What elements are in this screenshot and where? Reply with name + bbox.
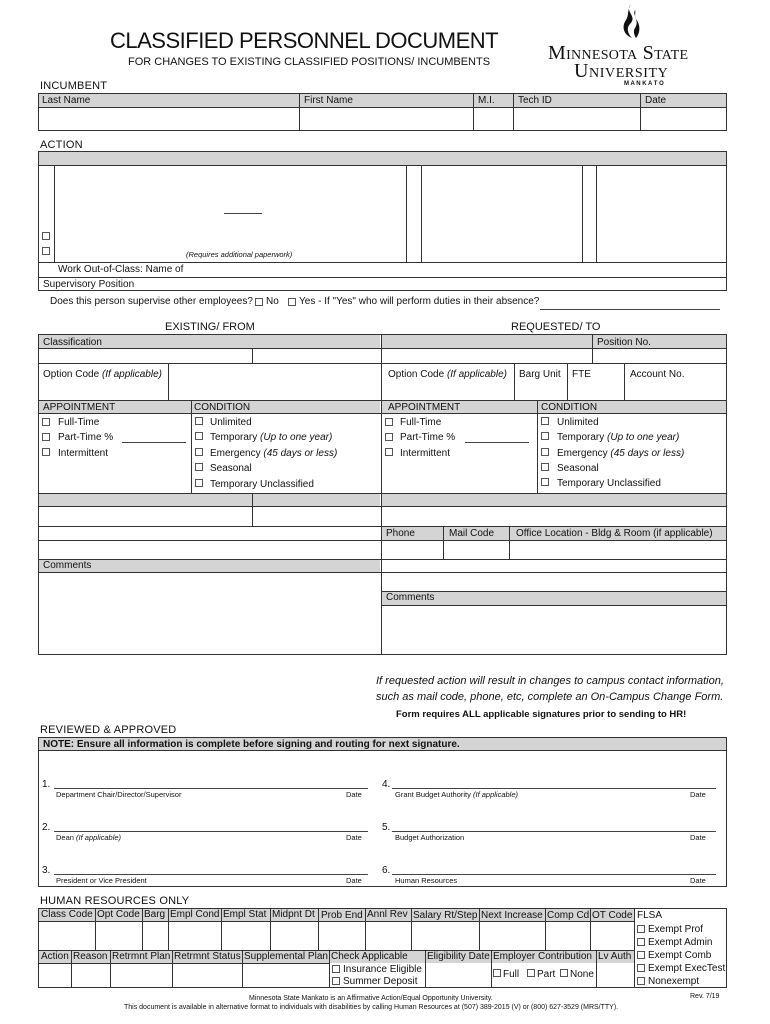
mi-label: M.I. (478, 95, 495, 106)
flsa-exempt-admin-label: Exempt Admin (648, 937, 713, 948)
requested-part-time-checkbox[interactable] (385, 433, 393, 441)
contribution-part-checkbox[interactable] (527, 969, 535, 977)
requested-emergency-checkbox[interactable] (541, 448, 549, 456)
incumbent-heading: INCUMBENT (40, 80, 108, 92)
hr-col-annl-rev: Annl Rev (367, 909, 408, 920)
existing-comments-field[interactable] (40, 573, 379, 653)
sig3-label: President or Vice President (56, 876, 147, 885)
hr-col-midpnt-dt: Midpnt Dt (272, 909, 315, 920)
requested-unlimited-label: Unlimited (557, 417, 599, 428)
supervise-no-label: No (266, 296, 279, 307)
insurance-eligible-label: Insurance Eligible (343, 964, 422, 975)
account-no-label: Account No. (630, 369, 685, 380)
sig1-number: 1. (42, 779, 51, 790)
fte-label: FTE (572, 369, 591, 380)
sig5-number: 5. (382, 822, 391, 833)
action-heading: ACTION (40, 139, 83, 151)
sig5-date-label: Date (690, 833, 706, 842)
first-name-label: First Name (304, 95, 353, 106)
hr-col-eligibility-date: Eligibility Date (427, 951, 490, 962)
existing-emergency-checkbox[interactable] (195, 448, 203, 456)
requested-intermittent-checkbox[interactable] (385, 448, 393, 456)
existing-temp-unclassified-checkbox[interactable] (195, 479, 203, 487)
requested-part-time-label: Part-Time % (400, 432, 456, 443)
sig1-field[interactable] (54, 772, 368, 788)
sig4-date-label: Date (690, 790, 706, 799)
existing-comments-label: Comments (43, 560, 92, 571)
reviewed-heading: REVIEWED & APPROVED (40, 724, 177, 736)
supervise-no-checkbox[interactable] (255, 298, 263, 306)
requested-full-time-checkbox[interactable] (385, 418, 393, 426)
sig1-label: Department Chair/Director/Supervisor (56, 790, 182, 799)
existing-full-time-label: Full-Time (58, 417, 100, 428)
hr-col-retrmnt-plan: Retrmnt Plan (112, 951, 171, 962)
sig6-date-label: Date (690, 876, 706, 885)
existing-seasonal-checkbox[interactable] (195, 463, 203, 471)
contribution-full-label: Full (503, 969, 520, 980)
existing-condition-label: CONDITION (194, 402, 251, 413)
hr-col-action: Action (41, 951, 69, 962)
requested-comments-field[interactable] (383, 606, 725, 653)
existing-full-time-checkbox[interactable] (42, 418, 50, 426)
hr-col-flsa: FLSA (637, 910, 663, 921)
hr-col-employer-contribution: Employer Contribution (493, 951, 592, 962)
barg-unit-label: Barg Unit (519, 369, 561, 380)
signature-note: NOTE: Ensure all information is complete before signing and routing for next signature. (43, 739, 460, 750)
phone-label: Phone (386, 528, 415, 539)
flsa-exempt-exectest-checkbox[interactable] (637, 964, 645, 972)
requested-seasonal-checkbox[interactable] (541, 463, 549, 471)
requested-temp-unclassified-checkbox[interactable] (541, 478, 549, 486)
hr-col-comp-cd: Comp Cd (547, 910, 590, 921)
existing-part-time-checkbox[interactable] (42, 433, 50, 441)
last-name-label: Last Name (42, 95, 91, 106)
requested-option-code-label: Option Code (If applicable) (388, 369, 507, 380)
hr-col-retrmnt-status: Retrmnt Status (174, 951, 241, 962)
tech-id-label: Tech ID (518, 95, 552, 106)
logo-line1: Minnesota State (548, 42, 689, 64)
sig4-number: 4. (382, 779, 391, 790)
action-checkbox-1[interactable] (42, 232, 50, 240)
notice-line3: Form requires ALL applicable signatures prior to sending to HR! (396, 709, 687, 720)
contribution-full-checkbox[interactable] (493, 969, 501, 977)
page-title: CLASSIFIED PERSONNEL DOCUMENT (110, 28, 499, 53)
existing-option-code-label: Option Code (If applicable) (43, 369, 162, 380)
existing-appointment-label: APPOINTMENT (43, 402, 116, 413)
requested-temp-unclassified-label: Temporary Unclassified (557, 478, 661, 489)
flsa-exempt-comb-checkbox[interactable] (637, 951, 645, 959)
sig5-label: Budget Authorization (395, 833, 465, 842)
requested-condition-label: CONDITION (541, 402, 598, 413)
hr-col-check-applicable: Check Applicable (331, 951, 408, 962)
requested-position-no-label: Position No. (597, 337, 651, 348)
requires-paperwork-note: (Requires additional paperwork) (186, 250, 293, 259)
requested-emergency-label: Emergency (45 days or less) (557, 448, 685, 459)
sig2-field[interactable] (54, 815, 368, 831)
existing-temporary-label: Temporary (Up to one year) (210, 432, 333, 443)
existing-part-time-label: Part-Time % (58, 432, 114, 443)
sig2-number: 2. (42, 822, 51, 833)
contribution-none-label: None (570, 969, 594, 980)
existing-from-heading: EXISTING/ FROM (165, 321, 255, 333)
logo-line2: University (574, 60, 669, 82)
contribution-none-checkbox[interactable] (560, 969, 568, 977)
existing-intermittent-label: Intermittent (58, 448, 109, 459)
logo-line3: M A N K A T O (624, 81, 664, 87)
hr-col-ot-code: OT Code (592, 910, 633, 921)
requested-to-heading: REQUESTED/ TO (511, 321, 601, 333)
first-name-field[interactable] (301, 108, 471, 130)
hr-col-next-increase: Next Increase (481, 910, 543, 921)
hr-col-barg: Barg (144, 909, 166, 920)
hr-heading: HUMAN RESOURCES ONLY (40, 895, 190, 907)
existing-classification-label: Classification (43, 337, 102, 348)
flsa-exempt-admin-checkbox[interactable] (637, 938, 645, 946)
work-out-of-class-label: Work Out-of-Class: Name of (58, 264, 184, 275)
flsa-nonexempt-label: Nonexempt (648, 976, 700, 987)
existing-unlimited-label: Unlimited (210, 417, 252, 428)
hr-col-lv-auth: Lv Auth (598, 951, 632, 962)
flsa-nonexempt-checkbox[interactable] (637, 977, 645, 985)
footer-line1: Minnesota State Mankato is an Affirmative Action/Equal Opportunity University. (249, 995, 493, 1002)
supervise-question: Does this person supervise other employees? (50, 296, 253, 307)
requested-temporary-checkbox[interactable] (541, 432, 549, 440)
requested-intermittent-label: Intermittent (400, 448, 451, 459)
footer-line2: This document is available in alternative format to individuals with disabilities by calling Human Resources at (507) 389-2015 (V) or (800) 627-3529 (MRS/TTY). (124, 1004, 619, 1011)
notice-line1: If requested action will result in changes to campus contact information, (376, 675, 724, 687)
supervise-yes-label: Yes - If "Yes" who will perform duties in their absence? (299, 296, 540, 307)
revision-label: Rev. 7/19 (690, 993, 720, 1000)
sig5-field[interactable] (392, 815, 716, 831)
hr-col-empl-cond: Empl Cond (170, 909, 220, 920)
notice-line2: such as mail code, phone, etc, complete an On-Campus Change Form. (376, 691, 724, 703)
existing-seasonal-label: Seasonal (210, 463, 252, 474)
last-name-field[interactable] (40, 108, 297, 130)
university-logo (540, 2, 720, 88)
sig4-field[interactable] (392, 772, 716, 788)
flsa-exempt-prof-label: Exempt Prof (648, 924, 704, 935)
existing-intermittent-checkbox[interactable] (42, 448, 50, 456)
requested-comments-label: Comments (386, 592, 435, 603)
existing-temporary-checkbox[interactable] (195, 432, 203, 440)
incumbent-date-label: Date (645, 95, 667, 106)
requested-temporary-label: Temporary (Up to one year) (557, 432, 680, 443)
requested-unlimited-checkbox[interactable] (541, 417, 549, 425)
sig1-date-label: Date (346, 790, 362, 799)
existing-unlimited-checkbox[interactable] (195, 417, 203, 425)
sig4-label: Grant Budget Authority (If applicable) (395, 790, 519, 799)
sig2-label: Dean (If applicable) (56, 833, 122, 842)
hr-col-class-code: Class Code (41, 909, 93, 920)
mail-code-label: Mail Code (449, 528, 495, 539)
page-subtitle: FOR CHANGES TO EXISTING CLASSIFIED POSITIONS/ INCUMBENTS (128, 56, 491, 68)
existing-temp-unclassified-label: Temporary Unclassified (210, 479, 314, 490)
flame-icon (618, 2, 644, 42)
flsa-exempt-exectest-label: Exempt ExecTest (648, 963, 726, 974)
hr-col-opt-code: Opt Code (97, 909, 140, 920)
requested-appointment-label: APPOINTMENT (388, 402, 461, 413)
sig6-label: Human Resources (395, 876, 458, 885)
hr-col-salary: Salary Rt/Step (413, 910, 478, 921)
supervise-yes-checkbox[interactable] (288, 298, 296, 306)
requested-full-time-label: Full-Time (400, 417, 442, 428)
tech-id-field[interactable] (515, 108, 638, 130)
hr-col-supplemental-plan: Supplemental Plan (244, 951, 328, 962)
sig6-field[interactable] (392, 858, 716, 874)
mi-field[interactable] (475, 108, 511, 130)
existing-emergency-label: Emergency (45 days or less) (210, 448, 338, 459)
hr-col-empl-stat: Empl Stat (223, 909, 267, 920)
supervisory-position-label: Supervisory Position (43, 279, 135, 290)
contribution-part-label: Part (537, 969, 556, 980)
sig2-date-label: Date (346, 833, 362, 842)
flsa-exempt-prof-checkbox[interactable] (637, 925, 645, 933)
action-checkbox-2[interactable] (42, 247, 50, 255)
insurance-eligible-checkbox[interactable] (332, 965, 340, 973)
office-location-label: Office Location - Bldg & Room (if applicable) (516, 528, 713, 539)
sig6-number: 6. (382, 865, 391, 876)
flsa-exempt-comb-label: Exempt Comb (648, 950, 712, 961)
sig3-number: 3. (42, 865, 51, 876)
requested-seasonal-label: Seasonal (557, 463, 599, 474)
summer-deposit-label: Summer Deposit (343, 976, 418, 987)
hr-col-prob-end: Prob End (321, 910, 363, 921)
sig3-field[interactable] (54, 858, 368, 874)
sig3-date-label: Date (346, 876, 362, 885)
summer-deposit-checkbox[interactable] (332, 977, 340, 985)
incumbent-date-field[interactable] (642, 108, 725, 130)
hr-col-reason: Reason (73, 951, 108, 962)
